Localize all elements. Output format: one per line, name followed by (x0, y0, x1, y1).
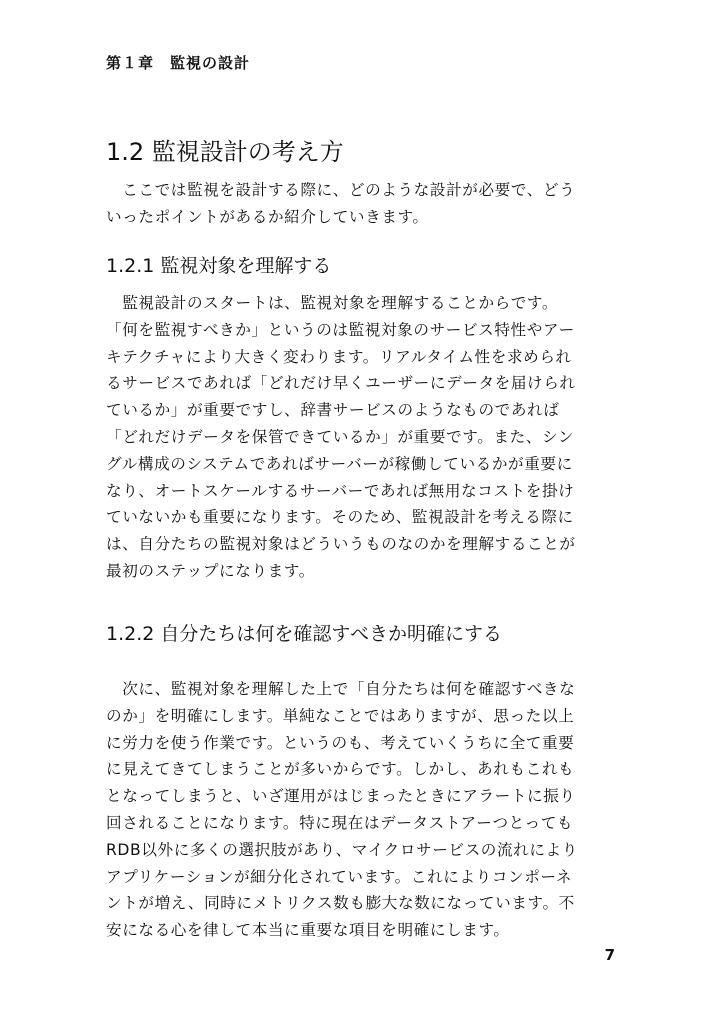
paragraph-line: 安になる心を律して本当に重要な項目を明確にします。 (106, 921, 510, 940)
paragraph-line: ントが増え、同時にメトリクス数も膨大な数になっています。不 (106, 894, 575, 913)
section-title: 1.2 監視設計の考え方 (106, 138, 344, 166)
paragraph-line: 次に、監視対象を理解した上で「自分たちは何を確認すべきな (106, 680, 576, 698)
paragraph-line: となってしまうと、いざ運用がはじまったときにアラートに振り (106, 787, 576, 806)
paragraph-line: グル構成のシステムであればサーバーが稼働しているかが重要に (106, 454, 573, 473)
paragraph-line: に労力を使う作業です。というのも、考えていくうちに全て重要 (106, 733, 575, 752)
subsection-title-1: 1.2.1 監視対象を理解する (106, 255, 332, 277)
paragraph-line: 回されることになります。特に現在はデータストアーつとっても (106, 813, 574, 832)
section-intro-paragraph (106, 177, 616, 231)
paragraph-line: いったポイントがあるか紹介していきます。 (106, 207, 429, 226)
paragraph-line: のか」を明確にします。単純なことではありますが、思った以上 (106, 706, 575, 725)
paragraph-line: 監視設計のスタートは、監視対象を理解することからです。 (106, 294, 559, 312)
paragraph-line: 「何を監視すべきか」というのは監視対象のサービス特性やアー (106, 320, 575, 339)
paragraph-line: RDB以外に多くの選択肢があり、マイクロサービスの流れにより (106, 840, 578, 859)
subsection-title-2: 1.2.2 自分たちは何を確認すべきか明確にする (106, 623, 503, 645)
running-header: 第１章 監視の設計 (106, 54, 251, 72)
paragraph-line: ていないかも重要になります。そのため、監視設計を考える際に (106, 508, 574, 527)
paragraph-line: ここでは監視を設計する際に、どのような設計が必要で、どう (106, 181, 576, 199)
paragraph-line: キテクチャにより大きく変わります。リアルタイム性を求められ (106, 347, 572, 366)
paragraph-line: るサービスであれば「どれだけ早くユーザーにデータを届けられ (106, 374, 576, 393)
subsection-1-paragraph (106, 290, 616, 585)
paragraph-line: 「どれだけデータを保管できているか」が重要です。また、シン (106, 427, 574, 446)
paragraph-line: アプリケーションが細分化されています。これによりコンポーネ (106, 867, 573, 886)
subsection-2-paragraph (106, 676, 616, 944)
page-number: 7 (604, 946, 615, 964)
paragraph-line: 最初のステップになります。 (106, 561, 315, 580)
paragraph-line: に見えてきてしまうことが多いからです。しかし、あれもこれも (106, 760, 575, 779)
paragraph-line: ているか」が重要ですし、辞書サービスのようなものであれば (106, 401, 560, 420)
paragraph-line: は、自分たちの監視対象はどういうものなのかを理解することが (106, 535, 576, 554)
paragraph-line: なり、オートスケールするサーバーであれば無用なコストを掛け (106, 481, 575, 500)
